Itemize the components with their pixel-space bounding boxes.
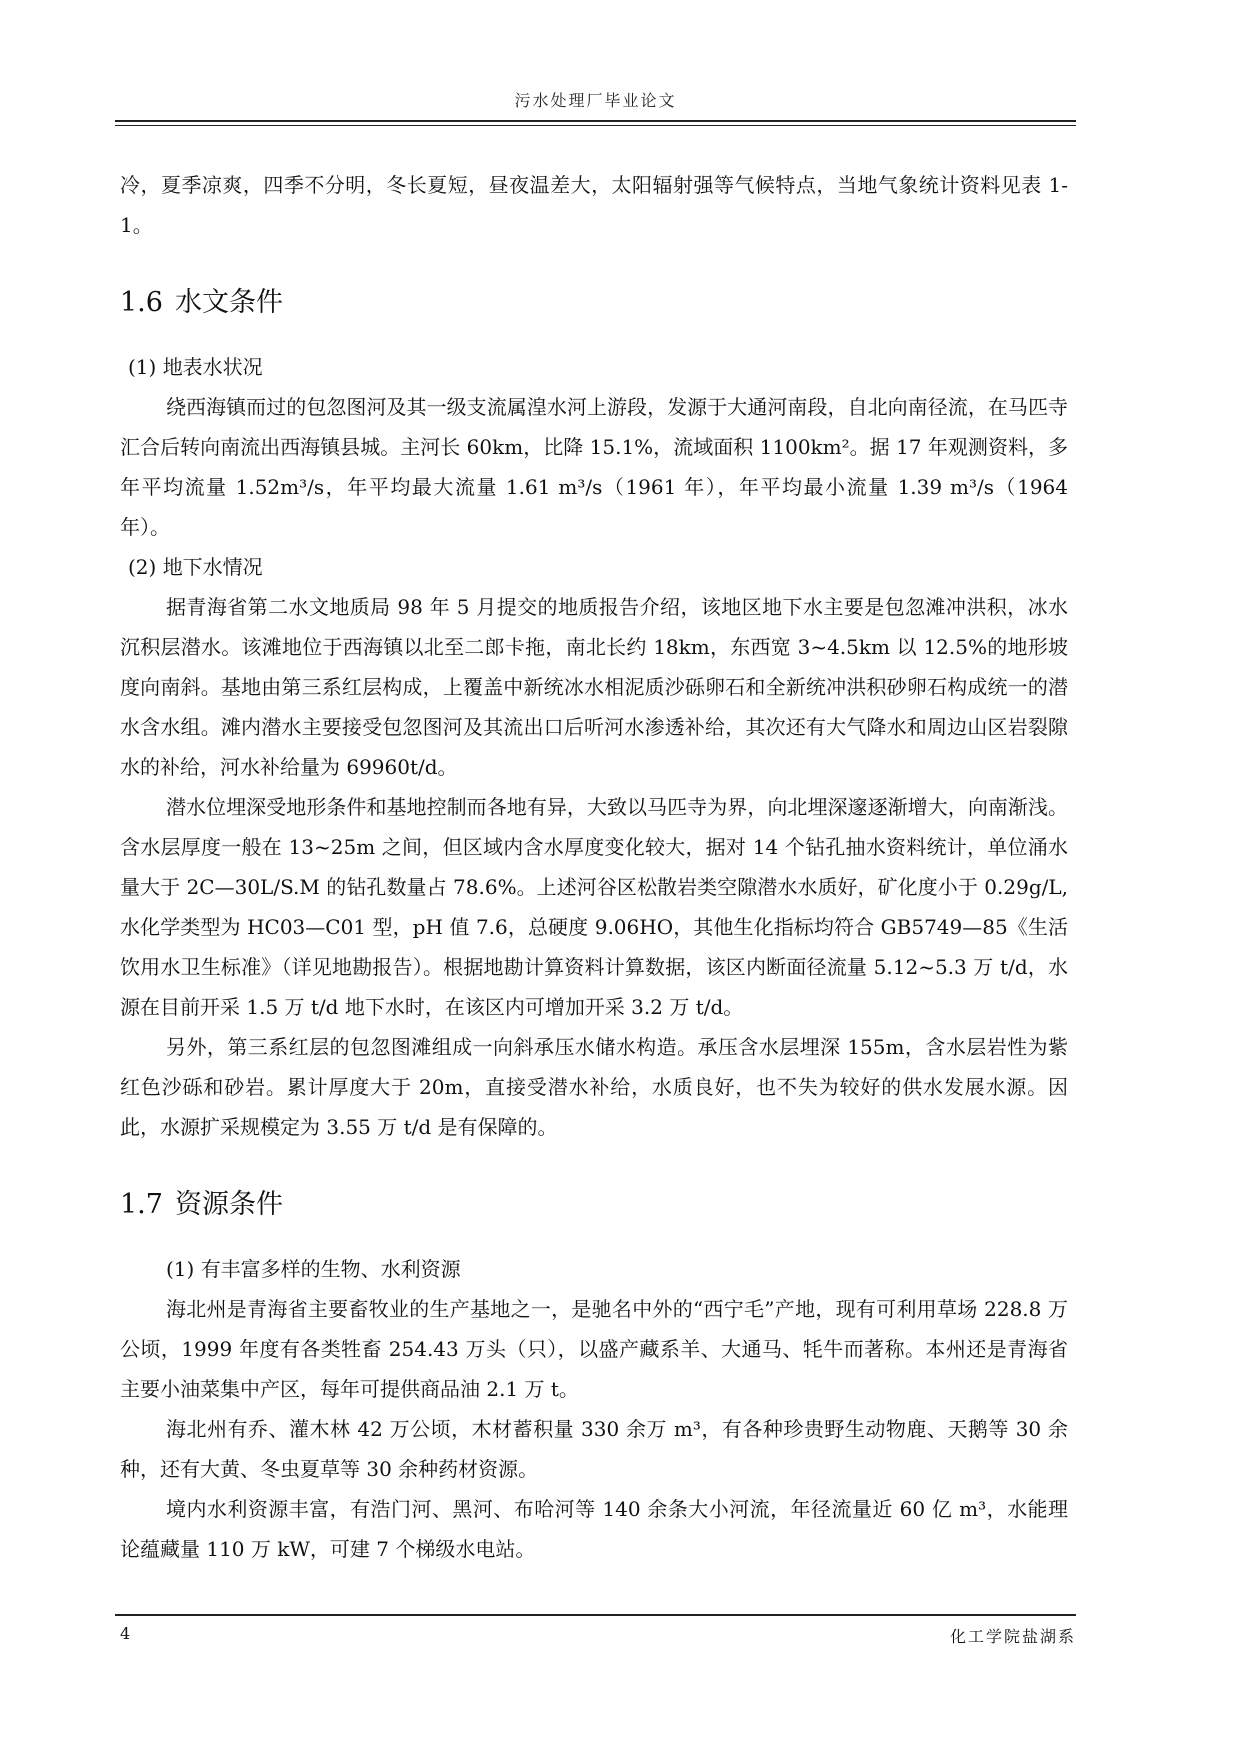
section-number: 1.6 — [120, 287, 163, 318]
section-heading-1-7 — [120, 1185, 1068, 1225]
paragraph-resources-1: 海北州是青海省主要畜牧业的生产基地之一，是驰名中外的“西宁毛”产地，现有可利用草场 228.8 万公顷，1999 年度有各类牲畜 254.43 万头（只），以盛产藏系羊、大通马、牦牛而著称。本州还是青海省主要小油菜集中产区，每年可提供商品油 2.1 万 t。 — [120, 1297, 1068, 1401]
header-rule — [115, 120, 1076, 122]
paragraph-resources-2: 海北州有乔、灌木林 42 万公顷，木材蓄积量 330 余万 m³，有各种珍贵野生动物鹿、天鹅等 30 余种，还有大黄、冬虫夏草等 30 余种药材资源。 — [120, 1417, 1068, 1481]
paragraph-groundwater-3: 另外，第三系红层的包忽图滩组成一向斜承压水储水构造。承压含水层埋深 155m，含水层岩性为紫红色沙砾和砂岩。累计厚度大于 20m，直接受潜水补给，水质良好，也不失为较好的供水发展水源。因此，水源扩采规模定为 3.55 万 t/d 是有保障的。 — [120, 1035, 1068, 1139]
paragraph-groundwater-2: 潜水位埋深受地形条件和基地控制而各地有异，大致以马匹寺为界，向北埋深邃逐渐增大，向南渐浅。含水层厚度一般在 13~25m 之间，但区域内含水厚度变化较大，据对 14 个钻孔抽水资料统计，单位涌水量大于 2C—30L/S.M 的钻孔数量占 78.6%。上述河谷区松散岩类空隙潜水水质好，矿化度小于 0.29g/L,水化学类型为 HC03—C01 型，pH 值 7.6，总硬度 9.06HO，其他生化指标均符合 GB5749—85《生活饮用水卫生标准》（详见地勘报告）。根据地勘计算资料计算数据，该区内断面径流量 5.12~5.3 万 t/d，水源在目前开采 1.5 万 t/d 地下水时，在该区内可增加开采 3.2 万 t/d。 — [120, 795, 1068, 1019]
document-body — [120, 165, 1068, 1569]
paragraph-surface-water: 绕西海镇而过的包忽图河及其一级支流属湟水河上游段，发源于大通河南段，自北向南径流，在马匹寺汇合后转向南流出西海镇县城。主河长 60km，比降 15.1%，流域面积 1100km²。据 17 年观测资料，多年平均流量 1.52m³/s，年平均最大流量 1.61 m³/s（1961 年），年平均最小流量 1.39 m³/s（1964 年）。 — [120, 395, 1068, 539]
subheading-groundwater: (2) 地下水情况 — [128, 555, 263, 579]
intro-paragraph: 冷，夏季凉爽，四季不分明，冬长夏短，昼夜温差大，太阳辐射强等气候特点，当地气象统计资料见表 1-1。 — [120, 173, 1068, 237]
paragraph-groundwater-1: 据青海省第二水文地质局 98 年 5 月提交的地质报告介绍，该地区地下水主要是包忽滩冲洪积，冰水沉积层潜水。该滩地位于西海镇以北至二郎卡拖，南北长约 18km，东西宽 3~4.5km 以 12.5%的地形坡度向南斜。基地由第三系红层构成，上覆盖中新统冰水相泥质沙砾卵石和全新统冲洪积砂卵石构成统一的潜水含水组。滩内潜水主要接受包忽图河及其流出口后听河水渗透补给，其次还有大气降水和周边山区岩裂隙水的补给，河水补给量为 69960t/d。 — [120, 595, 1068, 779]
footer-rule — [115, 1614, 1076, 1616]
section-heading-1-6 — [120, 283, 1068, 323]
section-number: 1.7 — [120, 1189, 163, 1220]
subheading-surface-water: (1) 地表水状况 — [128, 355, 263, 379]
subheading-resources: (1) 有丰富多样的生物、水利资源 — [166, 1257, 461, 1281]
paragraph-resources-3: 境内水利资源丰富，有浩门河、黑河、布哈河等 140 余条大小河流，年径流量近 60 亿 m³，水能理论蕴藏量 110 万 kW，可建 7 个梯级水电站。 — [120, 1497, 1068, 1561]
page-header-title: 污水处理厂毕业论文 — [514, 91, 677, 110]
section-title: 水文条件 — [174, 287, 283, 318]
section-title: 资源条件 — [174, 1189, 283, 1220]
header-rule-thin — [115, 125, 1076, 126]
footer-department: 化工学院盐湖系 — [949, 1627, 1076, 1646]
page-number: 4 — [120, 1624, 131, 1643]
